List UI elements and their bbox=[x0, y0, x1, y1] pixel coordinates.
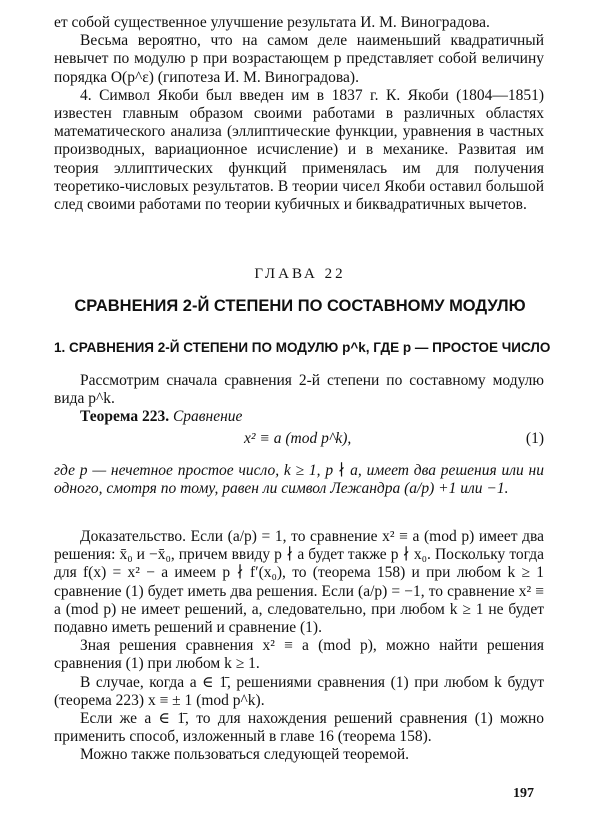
theorem-header bbox=[54, 408, 544, 426]
paragraph-case-a-in-1: В случае, когда a ∈ 1̄, решениями сравнения (1) при любом k будут (теорема 223) x ≡ ± 1 (mod p^k). bbox=[54, 673, 544, 709]
paragraph-vinogradov-hypothesis: Весьма вероятно, что на самом деле наименьший квадратичный невычет по модулю p при возрастающем p представляет собой величину порядка O(p^ε) (гипотеза И. М. Виноградова). bbox=[54, 32, 544, 86]
theorem-lead: Сравнение bbox=[172, 408, 243, 426]
equation-formula: x² ≡ a (mod p^k), bbox=[244, 430, 352, 447]
theorem-block bbox=[54, 462, 544, 498]
theorem-statement: где p — нечетное простое число, k ≥ 1, p ∤ a, имеет два решения или ни одного, смотря по тому, равен ли символ Лежандра (a/p) +1 или −1. bbox=[54, 462, 544, 498]
chapter-title: СРАВНЕНИЯ 2-Й СТЕПЕНИ ПО СОСТАВНОМУ МОДУЛЮ bbox=[74, 297, 526, 315]
paragraph-solutions-mod-p: Зная решения сравнения x² ≡ a (mod p), можно найти решения сравнения (1) при любом k ≥ 1. bbox=[54, 637, 544, 673]
theorem-label: Теорема 223. bbox=[80, 408, 170, 426]
equation-number: (1) bbox=[525, 430, 544, 447]
top-text bbox=[54, 14, 544, 214]
paragraph-continuation: ет собой существенное улучшение результата И. М. Виноградова. bbox=[54, 14, 490, 31]
proof-paragraph: Доказательство. Если (a/p) = 1, то сравнение x² ≡ a (mod p) имеет два решения: x̄₀ и −x̄₀, причем ввиду p ∤ a будет также p ∤ x₀. Поскольку тогда для f(x) = x² − a имеем p ∤ f′(x₀), то (теорема 158) и при любом k ≥ 1 сравнение (1) будет иметь два решения. Если (a/p) = −1, то сравнение x² ≡ a (mod p) не имеет решений, а, следовательно, при любом k ≥ 1 не будет подавно иметь решений и сравнение (1). bbox=[54, 528, 544, 637]
intro-block bbox=[54, 372, 544, 427]
paragraph-case-a-not-in-1: Если же a ∈ 1̄, то для нахождения решений сравнения (1) можно применить способ, изложенный в главе 16 (теорема 158). bbox=[54, 710, 544, 746]
paragraph-next-theorem: Можно также пользоваться следующей теоремой. bbox=[80, 746, 410, 764]
proof-block bbox=[54, 528, 544, 765]
chapter-label: ГЛАВА 22 bbox=[254, 266, 346, 282]
page-number: 197 bbox=[513, 786, 534, 801]
equation-1 bbox=[54, 430, 544, 452]
paragraph-note-4-jacobi: 4. Символ Якоби был введен им в 1837 г. К. Якоби (1804—1851) известен главным образом своими работами в различных областях математического анализа (эллиптические функции, уравнения в частных производных, вариационное исчисление) и в механике. Развитая им теория эллиптических функций применялась им для получения теоретико-числовых результатов. В теории чисел Якоби оставил большой след своими работами по теории кубичных и биквадратичных вычетов. bbox=[54, 86, 544, 214]
section-title: 1. СРАВНЕНИЯ 2-Й СТЕПЕНИ ПО МОДУЛЮ p^k, ГДЕ p — ПРОСТОЕ ЧИСЛО bbox=[54, 340, 551, 355]
intro-paragraph: Рассмотрим сначала сравнения 2-й степени по составному модулю вида p^k. bbox=[54, 372, 544, 408]
